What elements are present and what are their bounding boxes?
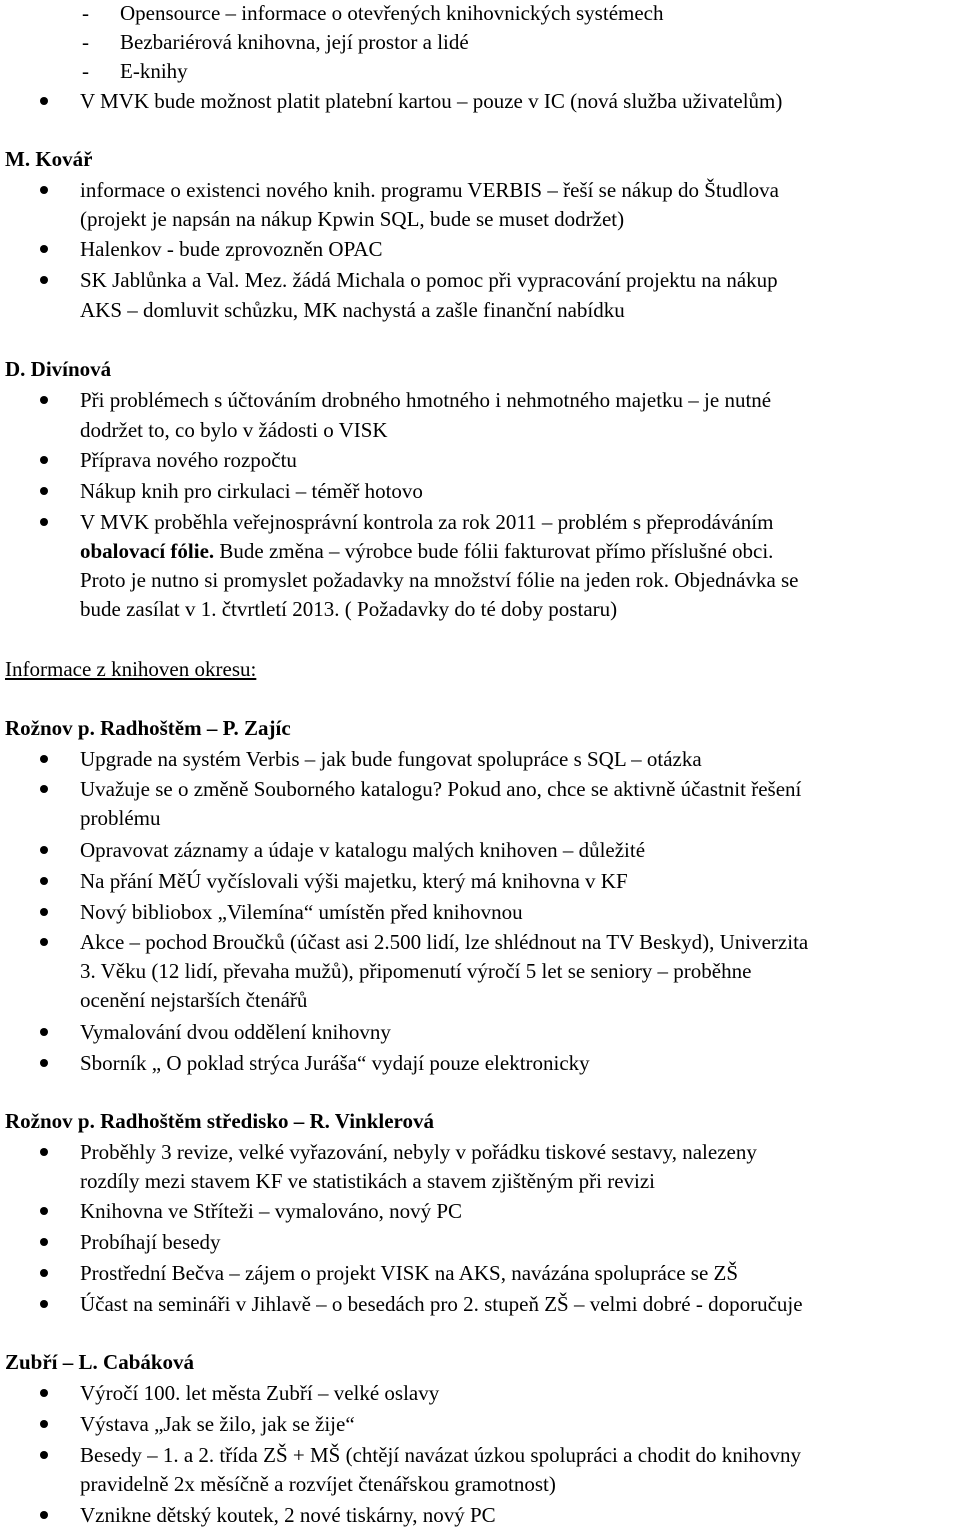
section-heading: Rožnov p. Radhoštěm – P. Zajíc <box>5 716 291 740</box>
list-item: Výstava „Jak se žilo, jak se žije“ <box>80 1412 355 1436</box>
list-item: Sborník „ O poklad strýca Juráša“ vydají pouze elektronicky <box>80 1051 590 1075</box>
dash-marker: - <box>82 30 89 54</box>
bold-text: obalovací fólie. <box>80 539 215 563</box>
list-item: Příprava nového rozpočtu <box>80 448 297 472</box>
list-item-continuation: bude zasílat v 1. čtvrtletí 2013. ( Požadavky do té doby postaru) <box>80 597 618 621</box>
list-item-continuation: pravidelně 2x měsíčně a rozvíjet čtenářskou gramotnost) <box>80 1472 556 1496</box>
list-item: Knihovna ve Stříteži – vymalováno, nový PC <box>80 1199 463 1223</box>
bullet-icon <box>40 396 48 404</box>
bullet-icon <box>40 1148 48 1156</box>
list-item-continuation <box>80 538 773 564</box>
list-item: SK Jablůnka a Val. Mez. žádá Michala o pomoc při vypracování projektu na nákup <box>80 268 778 292</box>
list-item: Upgrade na systém Verbis – jak bude fungovat spolupráce s SQL – otázka <box>80 747 702 771</box>
bullet-icon <box>40 487 48 495</box>
list-item: Výročí 100. let města Zubří – velké oslavy <box>80 1381 440 1405</box>
list-item: informace o existenci nového knih. programu VERBIS – řeší se nákup do Študlova <box>80 178 779 202</box>
plain-text: Bude změna – výrobce bude fólii fakturovat přímo příslušné obci. <box>214 539 774 563</box>
list-item-continuation: dodržet to, co bylo v žádosti o VISK <box>80 418 388 442</box>
bullet-icon <box>40 1238 48 1246</box>
bullet-icon <box>40 1269 48 1277</box>
list-item: Nákup knih pro cirkulaci – téměř hotovo <box>80 479 423 503</box>
list-item: Besedy – 1. a 2. třída ZŠ + MŠ (chtějí navázat úzkou spolupráci a chodit do knihovny <box>80 1443 802 1467</box>
list-item-continuation: AKS – domluvit schůzku, MK nachystá a zašle finanční nabídku <box>80 298 625 322</box>
list-item: Při problémech s účtováním drobného hmotného i nehmotného majetku – je nutné <box>80 388 772 412</box>
list-item: Vymalování dvou oddělení knihovny <box>80 1020 391 1044</box>
bullet-icon <box>40 245 48 253</box>
section-heading: Rožnov p. Radhoštěm středisko – R. Vinklerová <box>5 1109 434 1133</box>
list-item: Akce – pochod Broučků (účast asi 2.500 lidí, lze shlédnout na TV Beskyd), Univerzita <box>80 930 809 954</box>
list-item-continuation: Proto je nutno si promyslet požadavky na množství fólie na jeden rok. Objednávka se <box>80 568 799 592</box>
bullet-icon <box>40 276 48 284</box>
list-item: V MVK proběhla veřejnosprávní kontrola za rok 2011 – problém s přeprodáváním <box>80 510 774 534</box>
bullet-icon <box>40 1451 48 1459</box>
bullet-icon <box>40 518 48 526</box>
list-item: Bezbariérová knihovna, její prostor a lidé <box>120 30 469 54</box>
section-heading: D. Divínová <box>5 357 112 381</box>
bullet-icon <box>40 877 48 885</box>
list-item: Nový bibliobox „Vilemína“ umístěn před knihovnou <box>80 900 523 924</box>
list-item: Opravovat záznamy a údaje v katalogu malých knihoven – důležité <box>80 838 646 862</box>
list-item-continuation: 3. Věku (12 lidí, převaha mužů), připomenutí výročí 5 let se seniory – proběhne <box>80 959 752 983</box>
bullet-icon <box>40 1207 48 1215</box>
bullet-icon <box>40 1059 48 1067</box>
bullet-icon <box>40 97 48 105</box>
list-item: Proběhly 3 revize, velké vyřazování, nebyly v pořádku tiskové sestavy, nalezeny <box>80 1140 757 1164</box>
list-item: Prostřední Bečva – zájem o projekt VISK na AKS, navázána spolupráce se ZŠ <box>80 1261 739 1285</box>
list-item: V MVK bude možnost platit platební kartou – pouze v IC (nová služba uživatelům) <box>80 89 783 113</box>
section-heading: Zubří – L. Cabáková <box>5 1350 195 1374</box>
list-item-continuation: ocenění nejstarších čtenářů <box>80 988 308 1012</box>
bullet-icon <box>40 1028 48 1036</box>
bullet-icon <box>40 1389 48 1397</box>
list-item-continuation: (projekt je napsán na nákup Kpwin SQL, bude se muset dodržet) <box>80 207 625 231</box>
bullet-icon <box>40 846 48 854</box>
bullet-icon <box>40 456 48 464</box>
bullet-icon <box>40 938 48 946</box>
list-item-continuation: rozdíly mezi stavem KF ve statistikách a stavem zjištěným při revizi <box>80 1169 656 1193</box>
list-item: Na přání MěÚ vyčíslovali výši majetku, který má knihovna v KF <box>80 869 628 893</box>
list-item: Probíhají besedy <box>80 1230 221 1254</box>
bullet-icon <box>40 908 48 916</box>
bullet-icon <box>40 785 48 793</box>
list-item: Účast na semináři v Jihlavě – o besedách pro 2. stupeň ZŠ – velmi dobré - doporučuje <box>80 1292 803 1316</box>
dash-marker: - <box>82 59 89 83</box>
list-item: Opensource – informace o otevřených knihovnických systémech <box>120 1 664 25</box>
section-title-underlined: Informace z knihoven okresu: <box>5 657 257 681</box>
section-heading: M. Kovář <box>5 147 93 171</box>
bullet-icon <box>40 1420 48 1428</box>
bullet-icon <box>40 1511 48 1519</box>
bullet-icon <box>40 1300 48 1308</box>
list-item: Halenkov - bude zprovozněn OPAC <box>80 237 383 261</box>
bullet-icon <box>40 755 48 763</box>
list-item: Vznikne dětský koutek, 2 nové tiskárny, nový PC <box>80 1503 496 1527</box>
bullet-icon <box>40 186 48 194</box>
list-item: E-knihy <box>120 59 188 83</box>
dash-marker: - <box>82 1 89 25</box>
list-item-continuation: problému <box>80 806 161 830</box>
list-item: Uvažuje se o změně Souborného katalogu? Pokud ano, chce se aktivně účastnit řešení <box>80 777 802 801</box>
